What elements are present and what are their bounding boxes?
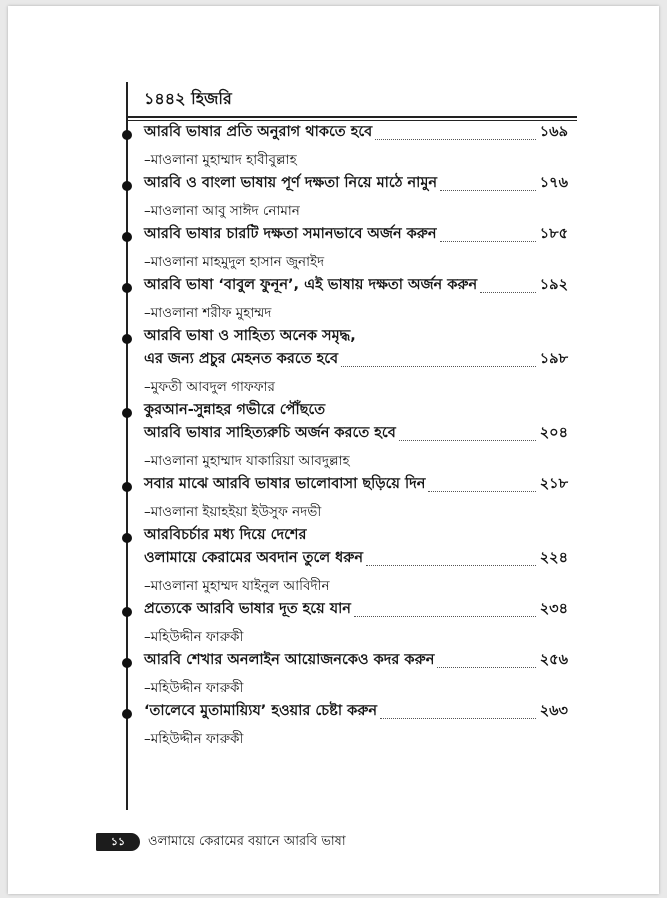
entry-bullet xyxy=(122,658,132,668)
leader-dots xyxy=(375,139,536,140)
leader-dots xyxy=(399,440,536,441)
entry-title-text: এর জন্য প্রচুর মেহনত করতে হবে xyxy=(144,351,339,367)
entry-page-number: ২১৮ xyxy=(539,476,568,492)
entry-title-text: আরবিচর্চার মধ্য দিয়ে দেশের xyxy=(144,527,307,543)
leader-dots xyxy=(354,616,536,617)
toc-entry-title[interactable] xyxy=(144,475,568,497)
entry-page-number: ১৯২ xyxy=(539,277,568,293)
entry-title-text: কুরআন-সুন্নাহর গভীরে পৌঁছতে xyxy=(144,402,326,418)
entry-title-text: আরবি ভাষার চারটি দক্ষতা সমানভাবে অর্জন করুন xyxy=(144,226,437,242)
entry-title-text: আরবি ভাষার প্রতি অনুরাগ থাকতে হবে xyxy=(144,124,373,140)
entry-bullet xyxy=(122,283,132,293)
entry-page-number: ২৫৬ xyxy=(539,652,568,668)
toc-entry-title[interactable] xyxy=(144,600,568,622)
entry-title-text: আরবি ও বাংলা ভাষায় পূর্ণ দক্ষতা নিয়ে মাঠে নামুন xyxy=(144,175,438,191)
page-footer xyxy=(96,832,346,852)
table-of-contents xyxy=(8,6,659,894)
toc-entry-title[interactable] xyxy=(144,174,568,196)
leader-dots xyxy=(366,565,536,566)
entry-title-text: আরবি ভাষার সাহিত্যরুচি অর্জন করতে হবে xyxy=(144,425,396,441)
entry-author: –মাওলানা আবু সাঈদ নোমান xyxy=(144,203,300,219)
leader-dots xyxy=(437,667,535,668)
toc-entry-title[interactable] xyxy=(144,424,568,446)
toc-entry-title[interactable] xyxy=(144,225,568,247)
leader-dots xyxy=(440,241,536,242)
toc-entry-title[interactable] xyxy=(144,651,568,673)
entry-author: –মুফতী আবদুল গাফফার xyxy=(144,379,275,395)
section-year-heading: ১৪৪২ হিজরি xyxy=(144,89,232,108)
toc-entry-title-line[interactable] xyxy=(144,526,568,548)
leader-dots xyxy=(440,190,536,191)
entry-title-text: ‘তালেবে মুতামায়্যিয’ হওয়ার চেষ্টা করুন xyxy=(144,703,378,719)
entry-author: –মাওলানা মুহাম্মাদ হাবীবুল্লাহ xyxy=(144,152,297,168)
entry-author: –মাওলানা মাহমুদুল হাসান জুনাইদ xyxy=(144,254,325,270)
entry-page-number: ২৩৪ xyxy=(539,601,568,617)
toc-entry-title[interactable] xyxy=(144,276,568,298)
leader-dots xyxy=(341,366,536,367)
leader-dots xyxy=(480,292,536,293)
entry-title-text: আরবি ভাষা ও সাহিত্য অনেক সমৃদ্ধ, xyxy=(144,328,356,344)
entry-page-number: ২৬৩ xyxy=(539,703,568,719)
entry-bullet xyxy=(122,482,132,492)
entry-bullet xyxy=(122,181,132,191)
toc-entry-title[interactable] xyxy=(144,549,568,571)
leader-dots xyxy=(380,718,536,719)
entry-author: –মাওলানা মুহাম্মদ যাইনুল আবিদীন xyxy=(144,578,330,594)
entry-page-number: ২০৪ xyxy=(539,425,568,441)
entry-title-text: ওলামায়ে কেরামের অবদান তুলে ধরুন xyxy=(144,550,364,566)
entry-author: –মাওলানা মুহাম্মাদ যাকারিয়া আবদুল্লাহ xyxy=(144,453,350,469)
entry-author: –মাওলানা শরীফ মুহাম্মদ xyxy=(144,305,272,321)
book-page xyxy=(8,6,659,894)
entry-bullet xyxy=(122,533,132,543)
entry-bullet xyxy=(122,334,132,344)
entry-author: –মহিউদ্দীন ফারুকী xyxy=(144,680,244,696)
toc-entry-title-line[interactable] xyxy=(144,401,568,423)
toc-entry-title[interactable] xyxy=(144,350,568,372)
entry-author: –মাওলানা ইয়াহইয়া ইউসুফ নদভী xyxy=(144,504,322,520)
entry-author: –মহিউদ্দীন ফারুকী xyxy=(144,629,244,645)
entry-page-number: ১৭৬ xyxy=(539,175,568,191)
toc-entry-title[interactable] xyxy=(144,123,568,145)
leader-dots xyxy=(428,491,535,492)
entry-title-text: প্রত্যেকে আরবি ভাষার দূত হয়ে যান xyxy=(144,601,351,617)
entry-page-number: ১৯৮ xyxy=(539,351,568,367)
entry-title-text: আরবি ভাষা ‘বাবুল ফুনূন’, এই ভাষায় দক্ষতা অর্জন করুন xyxy=(144,277,478,293)
toc-entry-title[interactable] xyxy=(144,702,568,724)
entry-title-text: সবার মাঝে আরবি ভাষার ভালোবাসা ছড়িয়ে দিন xyxy=(144,476,426,492)
toc-entry-title-line[interactable] xyxy=(144,327,568,349)
entry-page-number: ১৮৫ xyxy=(539,226,568,242)
entry-page-number: ১৬৯ xyxy=(539,124,568,140)
entry-page-number: ২২৪ xyxy=(539,550,568,566)
entry-title-text: আরবি শেখার অনলাইন আয়োজনকেও কদর করুন xyxy=(144,652,435,668)
running-book-title: ওলামায়ে কেরামের বয়ানে আরবি ভাষা xyxy=(148,833,346,849)
entry-author: –মহিউদ্দীন ফারুকী xyxy=(144,731,244,747)
entry-bullet xyxy=(122,130,132,140)
page-number-tab: ১১ xyxy=(96,833,140,851)
entry-bullet xyxy=(122,408,132,418)
entry-bullet xyxy=(122,607,132,617)
entry-bullet xyxy=(122,709,132,719)
entry-bullet xyxy=(122,232,132,242)
